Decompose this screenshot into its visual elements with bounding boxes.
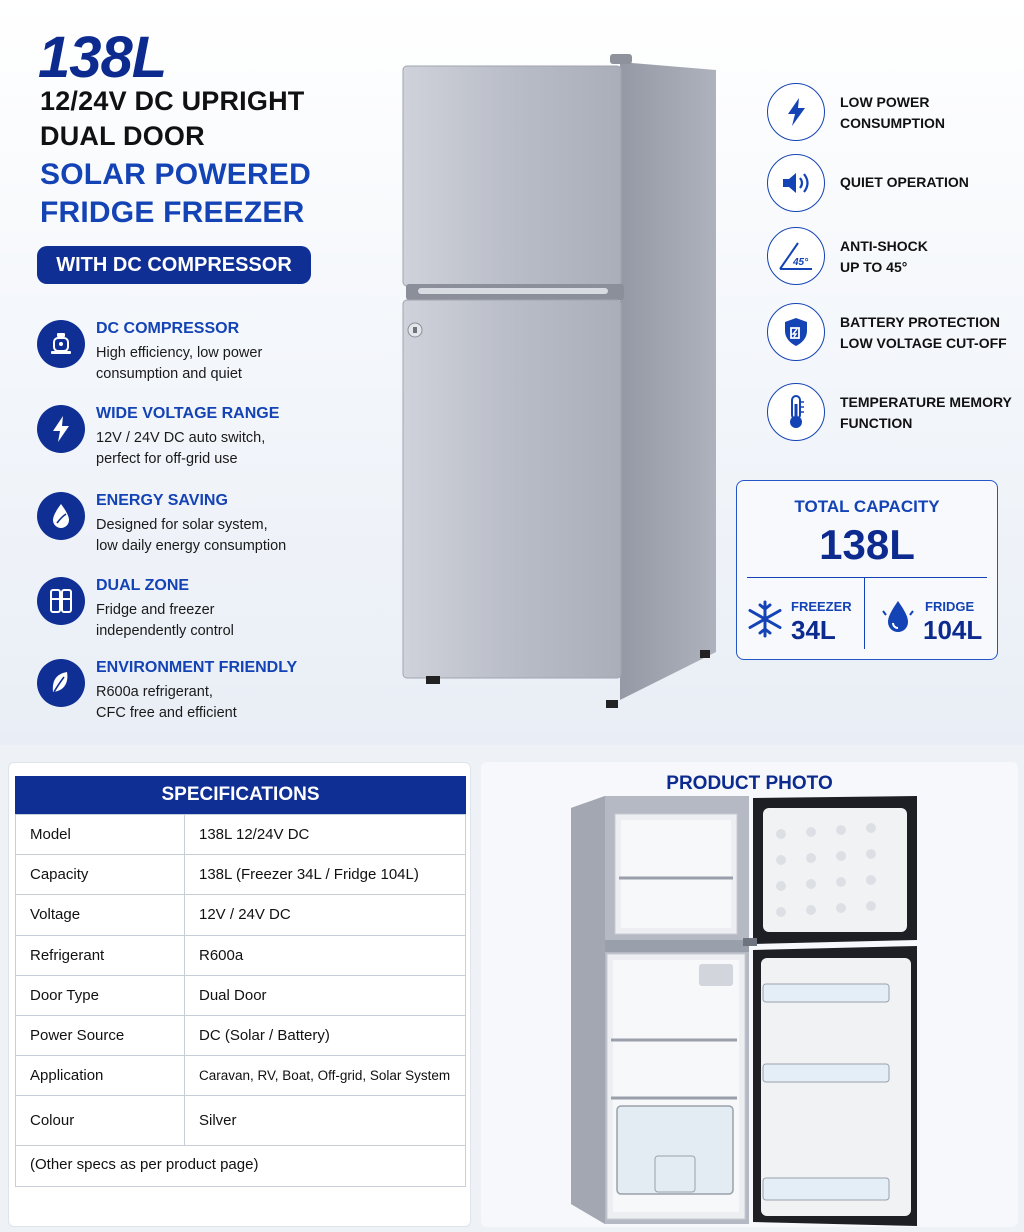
dual-zone-icon: [37, 577, 85, 625]
right-feature-text: BATTERY PROTECTION LOW VOLTAGE CUT-OFF: [840, 314, 1007, 351]
right-feature-low-power: [767, 83, 1017, 143]
specifications-card: [8, 762, 471, 1227]
table-row: Voltage 12V / 24V DC: [16, 895, 466, 935]
feature-title: ENVIRONMENT FRIENDLY: [96, 659, 298, 676]
right-feature-text: TEMPERATURE MEMORY FUNCTION: [840, 394, 1012, 431]
table-row: Door Type Dual Door: [16, 975, 466, 1015]
fridge-value: 104L: [923, 615, 983, 645]
capacity-value: 138L: [819, 521, 915, 568]
feature-title: DUAL ZONE: [96, 577, 190, 594]
compressor-badge: WITH DC COMPRESSOR: [37, 246, 311, 284]
freezer-value: 34L: [791, 615, 836, 645]
feature-desc: Fridge and freezer independently control: [96, 602, 234, 639]
specifications-table: [15, 814, 466, 1146]
table-row: Power Source DC (Solar / Battery): [16, 1015, 466, 1055]
freezer-label: FREEZER: [791, 599, 852, 614]
table-row: Refrigerant R600a: [16, 935, 466, 975]
specifications-title: SPECIFICATIONS: [15, 776, 466, 814]
fridge-image: [398, 52, 718, 712]
table-row: Capacity 138L (Freezer 34L / Fridge 104L): [16, 855, 466, 895]
feature-energy-saving: [37, 492, 357, 572]
compressor-icon: [37, 320, 85, 368]
right-feature-anti-shock: [767, 227, 1017, 287]
divider: [747, 577, 987, 578]
table-row: Colour Silver: [16, 1096, 466, 1146]
thermometer-icon: [767, 383, 825, 441]
lightning-icon: [767, 83, 825, 141]
capacity-label: TOTAL CAPACITY: [794, 497, 940, 516]
right-feature-text: LOW POWER CONSUMPTION: [840, 94, 945, 131]
right-feature-text: ANTI-SHOCK UP TO 45°: [840, 238, 928, 275]
lightning-icon: [37, 405, 85, 453]
eco-leaf-icon: [37, 659, 85, 707]
feature-title: WIDE VOLTAGE RANGE: [96, 405, 280, 422]
headline-line-3: SOLAR POWERED: [40, 158, 311, 191]
feature-desc: High efficiency, low power consumption and quiet: [96, 345, 263, 382]
headline-size: 138L: [38, 25, 167, 90]
product-photo-title: PRODUCT PHOTO: [666, 773, 833, 794]
fridge-label: FRIDGE: [925, 599, 975, 614]
right-feature-temp-memory: [767, 383, 1017, 443]
headline-line-2: DUAL DOOR: [40, 121, 205, 151]
divider: [864, 577, 865, 649]
product-photo-card: [481, 762, 1018, 1227]
specifications-note: (Other specs as per product page): [15, 1143, 466, 1187]
snowflake-icon: [745, 599, 785, 639]
angle-icon: [767, 227, 825, 285]
table-row: Application Caravan, RV, Boat, Off-grid, Solar System: [16, 1056, 466, 1096]
feature-desc: R600a refrigerant, CFC free and efficient: [96, 684, 237, 721]
right-feature-quiet: [767, 154, 1017, 214]
feature-environment: [37, 659, 357, 739]
speaker-icon: [767, 154, 825, 212]
open-fridge-image: [567, 794, 927, 1226]
feature-desc: Designed for solar system, low daily energy consumption: [96, 517, 287, 554]
headline-line-4: FRIDGE FREEZER: [40, 196, 305, 229]
table-row: Model 138L 12/24V DC: [16, 815, 466, 855]
right-feature-battery: [767, 303, 1017, 363]
headline-line-1: 12/24V DC UPRIGHT: [40, 86, 305, 116]
feature-title: DC COMPRESSOR: [96, 320, 240, 337]
leaf-drop-icon: [37, 492, 85, 540]
right-feature-text: QUIET OPERATION: [840, 174, 969, 190]
shield-icon: [767, 303, 825, 361]
feature-desc: 12V / 24V DC auto switch, perfect for off-grid use: [96, 430, 266, 467]
feature-title: ENERGY SAVING: [96, 492, 228, 509]
water-drop-icon: [879, 597, 917, 639]
feature-dual-zone: [37, 577, 357, 657]
feature-wide-voltage: [37, 405, 357, 485]
svg-text:45°: 45°: [793, 257, 809, 268]
capacity-box: [736, 480, 998, 660]
feature-dc-compressor: [37, 320, 357, 400]
